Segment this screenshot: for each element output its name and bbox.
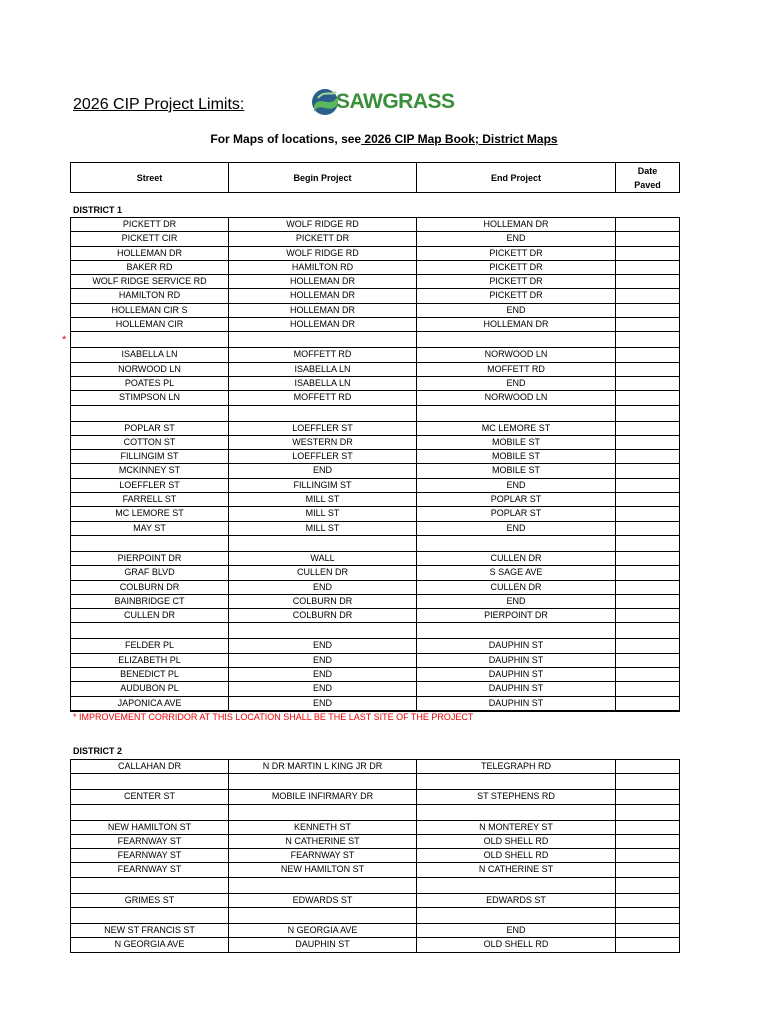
table-row [71,908,680,924]
table-row [71,653,680,667]
cell-date-paved [616,332,680,348]
table-row [71,820,680,834]
cell-street: N GEORGIA AVE [71,938,229,952]
cell-begin-project: HOLLEMAN DR [229,275,417,289]
table-row [71,535,680,551]
cell-end-project: TELEGRAPH RD [417,760,616,774]
cell-end-project: POPLAR ST [417,507,616,521]
cell-end-project [417,623,616,639]
district-1-label: DISTRICT 1 [73,205,123,215]
cell-begin-project: PICKETT DR [229,232,417,246]
cell-date-paved [616,246,680,260]
cell-date-paved [616,623,680,639]
table-row [71,260,680,274]
cell-street: HOLLEMAN CIR [71,318,229,332]
cell-date-paved [616,260,680,274]
cell-begin-project: ISABELLA LN [229,362,417,376]
table-row [71,275,680,289]
cell-date-paved [616,653,680,667]
cell-street: ISABELLA LN [71,348,229,362]
logo-wordmark: SAWGRASS [336,90,455,113]
cell-end-project [417,405,616,421]
cell-date-paved [616,218,680,232]
cell-date-paved [616,668,680,682]
cell-begin-project [229,405,417,421]
cell-street: CALLAHAN DR [71,760,229,774]
cell-end-project: END [417,594,616,608]
cell-end-project: NORWOOD LN [417,391,616,405]
table-row [71,566,680,580]
cell-end-project: END [417,924,616,938]
cell-street: COLBURN DR [71,580,229,594]
cell-begin-project: LOEFFLER ST [229,450,417,464]
cell-date-paved [616,535,680,551]
cell-street: FILLINGIM ST [71,450,229,464]
cell-begin-project: HOLLEMAN DR [229,318,417,332]
cell-end-project: EDWARDS ST [417,893,616,907]
cell-begin-project: CULLEN DR [229,566,417,580]
cell-end-project: S SAGE AVE [417,566,616,580]
cell-street: CENTER ST [71,790,229,804]
table-row [71,834,680,848]
cell-date-paved [616,760,680,774]
cell-begin-project: WOLF RIDGE RD [229,218,417,232]
header-street: Street [71,163,229,193]
cell-end-project: MOBILE ST [417,450,616,464]
cell-begin-project [229,774,417,790]
cell-street: ELIZABETH PL [71,653,229,667]
cell-begin-project: ISABELLA LN [229,376,417,390]
cell-end-project: DAUPHIN ST [417,696,616,711]
cell-date-paved [616,478,680,492]
cell-street: POATES PL [71,376,229,390]
cell-end-project: ST STEPHENS RD [417,790,616,804]
cell-date-paved [616,493,680,507]
cell-date-paved [616,551,680,565]
district-1-table [70,217,680,712]
cell-street [71,405,229,421]
table-row [71,348,680,362]
cell-begin-project: END [229,639,417,653]
cell-street: COTTON ST [71,435,229,449]
page-title: 2026 CIP Project Limits: [73,96,245,113]
cell-begin-project: END [229,580,417,594]
table-row [71,318,680,332]
cell-street: WOLF RIDGE SERVICE RD [71,275,229,289]
table-row [71,521,680,535]
table-row [71,863,680,877]
cell-date-paved [616,774,680,790]
cell-date-paved [616,318,680,332]
cell-street [71,877,229,893]
cell-street: AUDUBON PL [71,682,229,696]
cell-date-paved [616,376,680,390]
cell-street: HOLLEMAN DR [71,246,229,260]
cell-end-project: PICKETT DR [417,289,616,303]
sawgrass-logo [310,86,455,118]
improvement-note: * IMPROVEMENT CORRIDOR AT THIS LOCATION SHALL BE THE LAST SITE OF THE PROJECT [73,712,474,722]
cell-end-project [417,535,616,551]
table-row [71,493,680,507]
cell-date-paved [616,609,680,623]
cell-end-project [417,804,616,820]
cell-begin-project: MILL ST [229,493,417,507]
cell-end-project: DAUPHIN ST [417,653,616,667]
header-date-paved: Date Paved [616,163,680,193]
cell-end-project: PICKETT DR [417,246,616,260]
table-row [71,551,680,565]
cell-street [71,535,229,551]
cell-street: BAINBRIDGE CT [71,594,229,608]
table-row [71,938,680,952]
map-reference-prefix: For Maps of locations, see [210,132,362,146]
cell-begin-project: HAMILTON RD [229,260,417,274]
cell-end-project: N MONTEREY ST [417,820,616,834]
cell-end-project: DAUPHIN ST [417,668,616,682]
table-row [71,303,680,317]
cell-end-project: DAUPHIN ST [417,639,616,653]
cell-date-paved [616,566,680,580]
cell-street: POPLAR ST [71,421,229,435]
cell-begin-project [229,877,417,893]
cell-begin-project: DAUPHIN ST [229,938,417,952]
cell-end-project: PICKETT DR [417,260,616,274]
cell-date-paved [616,362,680,376]
cell-begin-project: WOLF RIDGE RD [229,246,417,260]
cell-begin-project [229,535,417,551]
cell-begin-project: END [229,668,417,682]
table-row [71,464,680,478]
cell-begin-project: MILL ST [229,507,417,521]
cell-street: BAKER RD [71,260,229,274]
cell-street [71,332,229,348]
map-reference [0,132,768,146]
cell-street: MAY ST [71,521,229,535]
cell-date-paved [616,521,680,535]
cell-street: STIMPSON LN [71,391,229,405]
cell-end-project: NORWOOD LN [417,348,616,362]
table-row [71,450,680,464]
cell-date-paved [616,507,680,521]
cell-date-paved [616,275,680,289]
cell-end-project: MC LEMORE ST [417,421,616,435]
cell-date-paved [616,303,680,317]
cell-begin-project: KENNETH ST [229,820,417,834]
cell-end-project: HOLLEMAN DR [417,318,616,332]
table-row [71,609,680,623]
cell-begin-project: HOLLEMAN DR [229,289,417,303]
cell-end-project: DAUPHIN ST [417,682,616,696]
cell-begin-project: MOBILE INFIRMARY DR [229,790,417,804]
cell-begin-project [229,908,417,924]
cell-begin-project: NEW HAMILTON ST [229,863,417,877]
cell-begin-project: END [229,682,417,696]
cell-end-project: N CATHERINE ST [417,863,616,877]
cell-begin-project: COLBURN DR [229,594,417,608]
header-begin-project: Begin Project [229,163,417,193]
table-row [71,289,680,303]
table-row [71,435,680,449]
table-row [71,421,680,435]
cell-end-project: HOLLEMAN DR [417,218,616,232]
cell-street: MC LEMORE ST [71,507,229,521]
cell-street [71,774,229,790]
cell-begin-project: MOFFETT RD [229,348,417,362]
table-row [71,405,680,421]
cell-street [71,623,229,639]
cell-street: GRIMES ST [71,893,229,907]
table-row [71,594,680,608]
cell-street: JAPONICA AVE [71,696,229,711]
cell-street: GRAF BLVD [71,566,229,580]
cell-date-paved [616,594,680,608]
cell-date-paved [616,804,680,820]
cell-date-paved [616,450,680,464]
table-row [71,478,680,492]
cell-end-project: CULLEN DR [417,580,616,594]
cell-date-paved [616,348,680,362]
cell-end-project: CULLEN DR [417,551,616,565]
cell-begin-project: HOLLEMAN DR [229,303,417,317]
cell-end-project [417,774,616,790]
table-row [71,623,680,639]
table-row [71,774,680,790]
cell-end-project: PIERPOINT DR [417,609,616,623]
cell-begin-project: N GEORGIA AVE [229,924,417,938]
cell-street: CULLEN DR [71,609,229,623]
cell-date-paved [616,820,680,834]
table-row [71,391,680,405]
cell-begin-project: END [229,696,417,711]
cell-end-project [417,332,616,348]
cell-street: FEARNWAY ST [71,863,229,877]
cell-street [71,908,229,924]
cell-street: FELDER PL [71,639,229,653]
cell-date-paved [616,696,680,711]
cell-end-project: END [417,478,616,492]
table-row [71,696,680,711]
cell-street: NEW HAMILTON ST [71,820,229,834]
cell-date-paved [616,893,680,907]
cell-begin-project: END [229,653,417,667]
cell-street: HOLLEMAN CIR S [71,303,229,317]
asterisk-marker: * [62,334,67,346]
cell-end-project: PICKETT DR [417,275,616,289]
table-row [71,332,680,348]
cell-end-project: END [417,521,616,535]
table-row [71,507,680,521]
table-row [71,376,680,390]
table-row [71,804,680,820]
table-row [71,580,680,594]
cell-begin-project: N CATHERINE ST [229,834,417,848]
map-book-link[interactable]: 2026 CIP Map Book; District Maps [361,132,558,146]
cell-begin-project: WESTERN DR [229,435,417,449]
cell-begin-project: MILL ST [229,521,417,535]
cell-date-paved [616,639,680,653]
cell-street: NEW ST FRANCIS ST [71,924,229,938]
cell-begin-project: FEARNWAY ST [229,849,417,863]
cell-end-project: OLD SHELL RD [417,834,616,848]
header-end-project: End Project [417,163,616,193]
cell-end-project: POPLAR ST [417,493,616,507]
table-row [71,849,680,863]
cell-begin-project: N DR MARTIN L KING JR DR [229,760,417,774]
cell-street: MCKINNEY ST [71,464,229,478]
cell-date-paved [616,391,680,405]
cell-street: LOEFFLER ST [71,478,229,492]
cell-end-project: OLD SHELL RD [417,938,616,952]
cell-street [71,804,229,820]
cell-begin-project: COLBURN DR [229,609,417,623]
cell-date-paved [616,405,680,421]
cell-date-paved [616,849,680,863]
cell-begin-project: WALL [229,551,417,565]
table-row [71,924,680,938]
district-2-table [70,759,680,953]
cell-date-paved [616,938,680,952]
cell-date-paved [616,682,680,696]
table-row [71,639,680,653]
cell-street: PICKETT CIR [71,232,229,246]
cell-end-project: MOBILE ST [417,464,616,478]
table-row [71,760,680,774]
cell-date-paved [616,464,680,478]
cell-street: PICKETT DR [71,218,229,232]
cell-date-paved [616,834,680,848]
table-row [71,668,680,682]
cell-date-paved [616,435,680,449]
cell-end-project: END [417,232,616,246]
cell-begin-project: MOFFETT RD [229,391,417,405]
cell-begin-project: END [229,464,417,478]
cell-end-project: END [417,376,616,390]
cell-end-project: MOBILE ST [417,435,616,449]
table-row [71,218,680,232]
district-2-label: DISTRICT 2 [73,746,123,756]
cell-street: FEARNWAY ST [71,849,229,863]
table-row [71,877,680,893]
table-row [71,893,680,907]
cell-end-project: MOFFETT RD [417,362,616,376]
cell-street: HAMILTON RD [71,289,229,303]
cell-begin-project [229,332,417,348]
cell-begin-project: LOEFFLER ST [229,421,417,435]
table-row [71,682,680,696]
table-row [71,232,680,246]
table-row [71,790,680,804]
table-row [71,362,680,376]
cell-end-project: END [417,303,616,317]
table-row [71,246,680,260]
cell-street: BENEDICT PL [71,668,229,682]
cell-end-project: OLD SHELL RD [417,849,616,863]
cell-date-paved [616,289,680,303]
cell-date-paved [616,863,680,877]
cell-begin-project: FILLINGIM ST [229,478,417,492]
column-header-table [70,162,680,193]
cell-date-paved [616,908,680,924]
cell-date-paved [616,924,680,938]
cell-street: PIERPOINT DR [71,551,229,565]
cell-date-paved [616,580,680,594]
cell-end-project [417,908,616,924]
cell-date-paved [616,790,680,804]
cell-street: NORWOOD LN [71,362,229,376]
cell-begin-project [229,804,417,820]
cell-street: FARRELL ST [71,493,229,507]
cell-begin-project [229,623,417,639]
cell-street: FEARNWAY ST [71,834,229,848]
cell-date-paved [616,421,680,435]
cell-date-paved [616,232,680,246]
cell-begin-project: EDWARDS ST [229,893,417,907]
cell-end-project [417,877,616,893]
cell-date-paved [616,877,680,893]
